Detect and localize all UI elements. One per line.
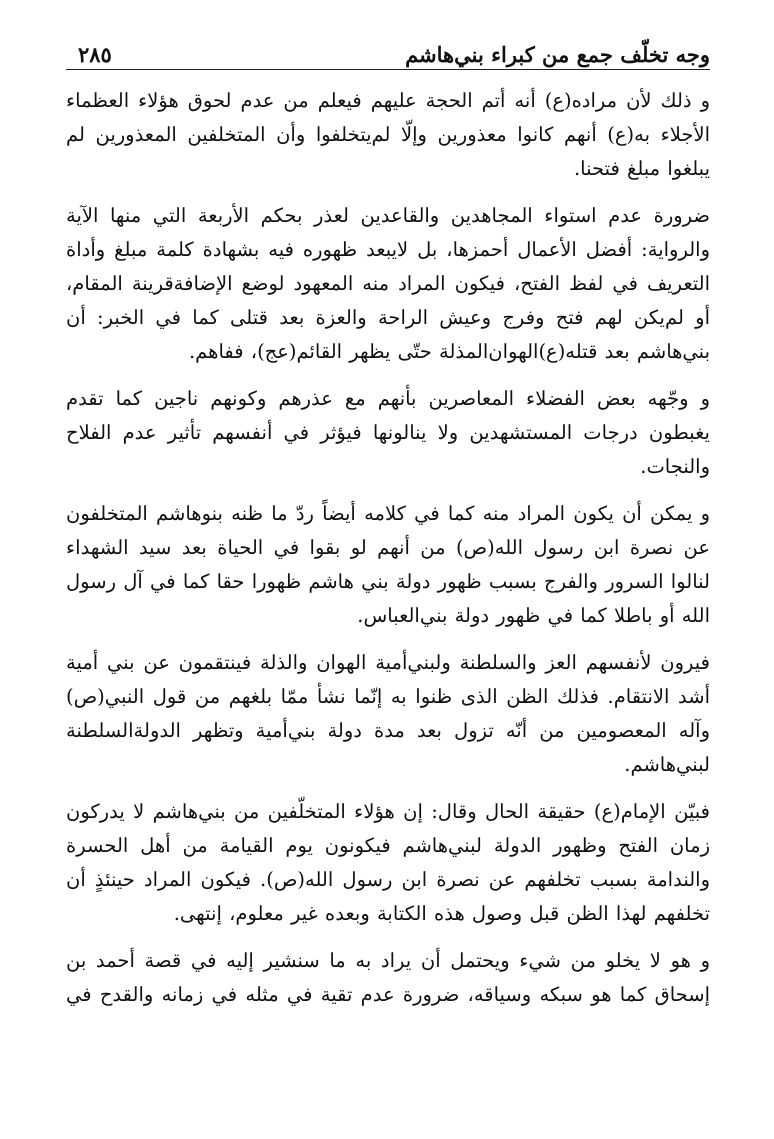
paragraph: و يمكن أن يكون المراد منه كما في كلامه أيضاً ردّ ما ظنه بنوهاشم المتخلفون عن نصرة ابن رسول الله(ص) من أنهم لو بقوا في الحياة بعد سيد الشهداء لنالوا السرور والفرج بسبب ظهور دولة بني هاشم ظهورا حقا كما في آل رسول الله أو باطلا كما في ظهور دولة بني‌العباس. [66,502,710,627]
book-page [66,30,710,1130]
paragraph: و وجّهه بعض الفضلاء المعاصرين بأنهم مع عذرهم وكونهم ناجين كما تقدم يغبطون درجات المستشهدين ولا ينالونها فيؤثر في أنفسهم تأثير عدم الفلاح والنجات. [66,387,710,478]
paragraph: و ذلك لأن مراده(ع) أنه أتم الحجة عليهم فيعلم من عدم لحوق هؤلاء العظماء الأجلاء به(ع) أنهم كانوا معذورين وإلّا لم‌يتخلفوا وأن المتخلفين المعذورين لم يبلغوا مبلغ فتحنا. [66,89,710,180]
paragraph: فبيّن الإمام(ع) حقيقة الحال وقال: إن هؤلاء المتخلّفين من بني‌هاشم لا يدركون زمان الفتح وظهور الدولة لبني‌هاشم فيكونون يوم القيامة من أهل الحسرة والندامة بسبب تخلفهم عن نصرة ابن رسول الله(ص). فيكون المراد حينئذٍ أن تخلفهم لهذا الظن قبل وصول هذه الكتابة وبعده غير معلوم، إنتهى. [66,800,710,925]
paragraph: فيرون لأنفسهم العز والسلطنة ولبني‌أمية الهوان والذلة فينتقمون عن بني أمية أشد الانتقام. فذلك الظن الذى ظنوا به إنّما نشأ ممّا بلغهم من قول النبي(ص) وآله المعصومين من أنّه تزول بعد مدة دولة بني‌أمية وتظهر الدولةالسلطنة لبني‌هاشم. [66,651,710,776]
running-title: وجه تخلّف جمع من كبراء بني‌هاشم [405,42,710,67]
page-number: ٢٨٥ [78,42,112,67]
paragraph: و هو لا يخلو من شيء ويحتمل أن يراد به ما سنشير إليه في قصة أحمد بن إسحاق كما هو سبكه وسياقه، ضرورة عدم تقية في مثله في زمانه والقدح في [66,949,710,1006]
running-header [66,30,710,70]
paragraph: ضرورة عدم استواء المجاهدين والقاعدين لعذر بحكم الأربعة التي منها الآية والرواية: أفضل الأعمال أحمزها، بل لايبعد ظهوره فيه بشهادة كلمة مبلغ وأداة التعريف في لفظ الفتح، فيكون المراد منه المعهود لوضع الإضافةقرينة المقام، أو لم‌يكن لهم فتح وفرج وعيش الراحة والعزة بعد قتلى كما في الخبر: أن بني‌هاشم بعد قتله(ع)الهوان‌المذلة حتّى يظهر القائم(عج)، ففاهم. [66,204,710,363]
body-text [66,84,710,1012]
